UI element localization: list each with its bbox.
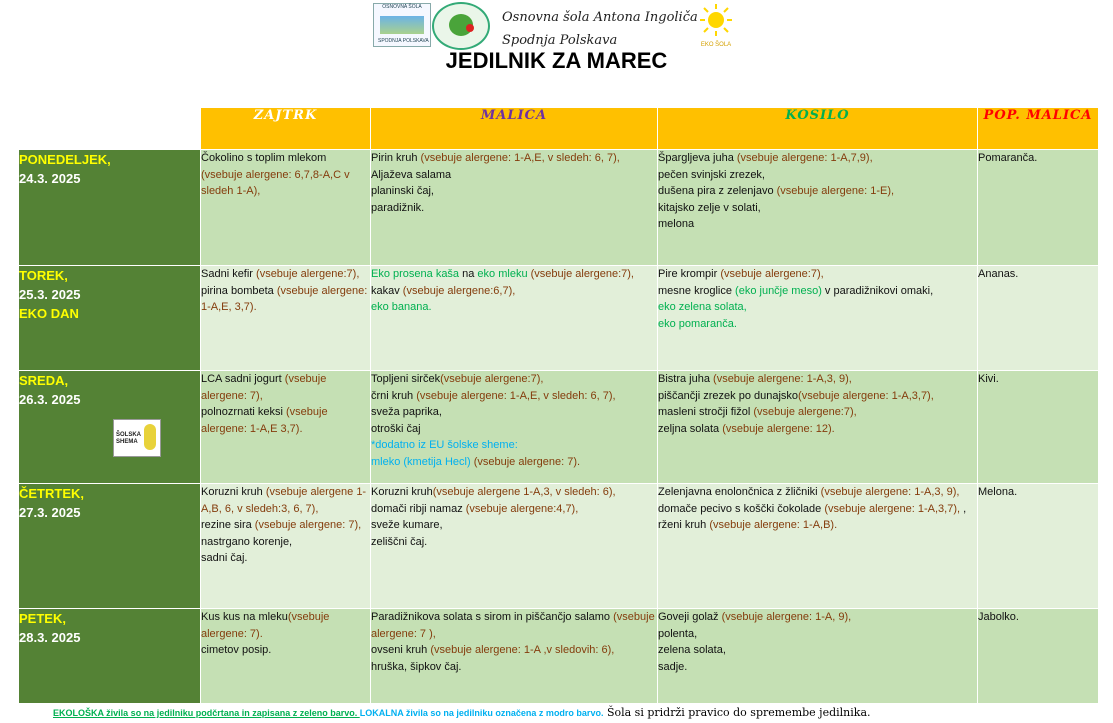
day-label-ponedeljek xyxy=(19,150,201,266)
allergen-note: (vsebuje alergene: 6,7,8-A,C v sledeh 1-A), xyxy=(201,168,350,197)
food-text: Goveji golaž xyxy=(658,611,722,623)
meal-line xyxy=(371,517,657,534)
day-name: ČETRTEK, xyxy=(19,486,84,501)
allergen-note: (vsebuje alergene: 12). xyxy=(722,422,835,435)
food-text: rženi kruh xyxy=(658,519,710,531)
meal-cell-pop xyxy=(978,371,1099,484)
food-text: Kivi. xyxy=(978,373,999,385)
day-date: 25.3. 2025 xyxy=(19,287,81,302)
header xyxy=(0,0,1113,80)
food-text: Bistra juha xyxy=(658,373,714,385)
meal-line xyxy=(371,659,657,676)
meal-line xyxy=(371,299,657,316)
footer-notes xyxy=(53,706,871,719)
meal-cell-malica xyxy=(371,371,658,484)
meal-cell-zajtrk xyxy=(201,371,371,484)
day-label-sreda xyxy=(19,371,201,484)
allergen-note: (vsebuje alergene:4,7), xyxy=(465,502,579,515)
food-text: zeliščni čaj. xyxy=(371,535,428,548)
food-text: Čokolino s toplim mlekom xyxy=(201,152,327,164)
day-row xyxy=(19,484,1099,609)
allergen-note: (vsebuje alergene: 1-A,3, 9), xyxy=(820,486,960,498)
meal-line xyxy=(978,484,1098,501)
day-label-etrtek xyxy=(19,484,201,609)
food-text: LCA sadni jogurt xyxy=(201,373,285,385)
allergen-note: (vsebuje alergene: 1-A, 9), xyxy=(721,611,852,623)
allergen-note: (vsebuje alergene: 1-A,3, 9), xyxy=(713,373,852,385)
food-text: ovseni kruh xyxy=(371,644,431,656)
meal-line xyxy=(371,371,657,388)
meal-cell-zajtrk xyxy=(201,150,371,266)
header-row xyxy=(19,108,1099,150)
food-text: cimetov posip. xyxy=(201,644,272,656)
meal-line xyxy=(201,484,370,517)
meal-line xyxy=(658,626,977,643)
meal-line xyxy=(658,404,977,421)
sun-logo-text: EKO ŠOLA xyxy=(700,42,732,48)
meal-line xyxy=(371,437,657,454)
allergen-note: (vsebuje alergene: 1-A,E, v sledeh: 6, 7), xyxy=(420,152,620,164)
meal-line xyxy=(201,642,370,659)
meal-line xyxy=(201,150,370,167)
school-note: Šola si pridrži pravico do spremembe jedilnika. xyxy=(603,706,871,719)
day-name: TOREK, xyxy=(19,268,68,283)
meal-line xyxy=(658,642,977,659)
eko-food-text: eko zelena solata, xyxy=(658,301,747,313)
food-text: domače pecivo s koščki čokolade xyxy=(658,502,825,515)
day-label-petek xyxy=(19,609,201,704)
allergen-note: (vsebuje alergene: 7). xyxy=(470,455,581,468)
meal-cell-malica xyxy=(371,609,658,704)
food-text: nastrgano korenje, xyxy=(201,535,293,548)
allergen-note: (vsebuje alergene:7), xyxy=(256,268,360,280)
allergen-note: (vsebuje alergene 1-A,B, 6, v sledeh:3, 6, 7), xyxy=(201,486,367,515)
meal-cell-pop xyxy=(978,484,1099,609)
food-text: Melona. xyxy=(978,486,1018,498)
lok-food-text: *dodatno iz EU šolske sheme: xyxy=(371,439,518,451)
food-text: Pomaranča. xyxy=(978,152,1038,164)
meal-line xyxy=(371,609,657,642)
school-scheme-text: ŠOLSKA SHEMA xyxy=(116,432,141,445)
day-name: PONEDELJEK, xyxy=(19,152,111,167)
meal-cell-kosilo xyxy=(658,266,978,371)
food-text: pečen svinjski zrezek, xyxy=(658,168,765,181)
meal-line xyxy=(371,167,657,184)
day-label-torek xyxy=(19,266,201,371)
day-row xyxy=(19,150,1099,266)
food-text: sveža paprika, xyxy=(371,406,442,418)
eko-food-text: Eko prosena kaša xyxy=(371,268,460,280)
eko-food-text: (eko junčje meso) xyxy=(735,284,822,297)
food-text: pirina bombeta xyxy=(201,284,277,297)
meal-line xyxy=(201,517,370,550)
meal-line xyxy=(658,659,977,676)
food-text: paradižnik. xyxy=(371,201,425,214)
meal-line xyxy=(371,150,657,167)
col-header-zajtrk: ZAJTRK xyxy=(201,108,371,150)
day-date: 24.3. 2025 xyxy=(19,171,81,186)
allergen-note: (vsebuje alergene: 7 ), xyxy=(371,611,655,640)
food-text: sadje. xyxy=(658,660,688,673)
allergen-note: (vsebuje alergene: 1-A,3,7), xyxy=(824,502,961,515)
food-text: Špargljeva juha xyxy=(658,152,737,164)
col-header-kosilo: KOSILO xyxy=(658,108,978,150)
food-text: polnozrnati keksi xyxy=(201,406,286,418)
meal-line xyxy=(658,150,977,167)
meal-line xyxy=(658,371,977,388)
meal-line xyxy=(658,501,977,518)
food-text: mesne kroglice xyxy=(658,284,736,297)
meal-line xyxy=(371,454,657,471)
meal-line xyxy=(371,421,657,438)
food-text: Zelenjavna enolončnica z žličniki xyxy=(658,486,821,498)
meal-cell-kosilo xyxy=(658,371,978,484)
food-text: otroški čaj xyxy=(371,422,421,435)
allergen-note: (vsebuje alergene: 7), xyxy=(254,519,362,531)
allergen-note: (vsebuje alergene: 1-A,E, 3,7). xyxy=(201,284,368,313)
logo-text-bottom: SPODNJA POLSKAVA xyxy=(378,38,429,44)
meal-line xyxy=(978,371,1098,388)
day-row xyxy=(19,371,1099,484)
day-date: 28.3. 2025 xyxy=(19,630,81,645)
food-text: Topljeni sirček xyxy=(371,373,441,385)
meal-cell-malica xyxy=(371,266,658,371)
meal-line xyxy=(658,216,977,233)
meal-cell-malica xyxy=(371,150,658,266)
allergen-note: (vsebuje alergene:7), xyxy=(440,373,544,385)
meal-line xyxy=(201,371,370,404)
food-text: polenta, xyxy=(658,627,698,640)
day-date: 27.3. 2025 xyxy=(19,505,81,520)
meal-line xyxy=(658,316,977,333)
meal-line xyxy=(201,167,370,200)
meal-line xyxy=(201,404,370,437)
allergen-note: (vsebuje alergene: 1-A,7,9), xyxy=(736,152,873,164)
meal-line xyxy=(658,183,977,200)
meal-line xyxy=(978,609,1098,626)
food-text: Jabolko. xyxy=(978,611,1019,623)
meal-line xyxy=(658,609,977,626)
logo-text-top: OSNOVNA ŠOLA xyxy=(382,4,422,10)
meal-line xyxy=(978,266,1098,283)
meal-cell-pop xyxy=(978,609,1099,704)
meal-line xyxy=(201,609,370,642)
meal-line xyxy=(371,501,657,518)
school-name xyxy=(502,6,698,52)
food-text: črni kruh xyxy=(371,389,417,402)
meal-line xyxy=(371,266,657,283)
meal-line xyxy=(201,283,370,316)
food-text: kakav xyxy=(371,284,403,297)
food-text: planinski čaj, xyxy=(371,185,434,197)
food-text: Pirin kruh xyxy=(371,152,421,164)
allergen-note: (vsebuje alergene: 1-A ,v sledovih: 6), xyxy=(430,644,615,656)
food-text: Kus kus na mleku xyxy=(201,611,288,623)
allergen-note: (vsebuje alergene 1-A,3, v sledeh: 6), xyxy=(432,486,616,498)
food-text: v paradižnikovi omaki, xyxy=(821,284,934,297)
eco-school-sun-logo xyxy=(695,2,737,48)
school-scheme-badge xyxy=(113,419,161,457)
allergen-note: (vsebuje alergene: 1-E), xyxy=(776,185,895,197)
eko-food-text: eko mleku xyxy=(477,268,528,280)
allergen-note: (vsebuje alergene: 7), xyxy=(201,373,327,402)
food-text: melona xyxy=(658,218,695,230)
meal-line xyxy=(371,534,657,551)
meal-cell-zajtrk xyxy=(201,609,371,704)
lokal-note: LOKALNA živila so na jedilniku označena z modro barvo. xyxy=(359,708,604,718)
day-name: SREDA, xyxy=(19,373,69,388)
meal-cell-pop xyxy=(978,150,1099,266)
day-row xyxy=(19,609,1099,704)
meal-cell-pop xyxy=(978,266,1099,371)
food-text: masleni stročji fižol xyxy=(658,406,754,418)
food-text: kitajsko zelje v solati, xyxy=(658,201,761,214)
meal-line xyxy=(658,299,977,316)
meal-cell-zajtrk xyxy=(201,484,371,609)
food-text: rezine sira xyxy=(201,519,255,531)
school-line-1: Osnovna šola Antona Ingoliča xyxy=(502,10,698,25)
allergen-note: (vsebuje alergene: 1-A,3,7), xyxy=(798,389,934,402)
food-text: piščančji zrezek po dunajsko xyxy=(658,389,799,402)
food-text: na xyxy=(459,268,478,280)
meal-line xyxy=(658,167,977,184)
food-text: Ananas. xyxy=(978,268,1019,280)
food-text: Koruzni kruh xyxy=(201,486,266,498)
food-text: zeljna solata xyxy=(658,422,723,435)
meal-line xyxy=(371,388,657,405)
food-text: dušena pira z zelenjavo xyxy=(658,185,777,197)
food-text: domači ribji namaz xyxy=(371,502,466,515)
food-text: sveže kumare, xyxy=(371,519,443,531)
meal-cell-kosilo xyxy=(658,609,978,704)
meal-line xyxy=(978,150,1098,167)
meal-line xyxy=(371,484,657,501)
meal-cell-kosilo xyxy=(658,150,978,266)
day-name: PETEK, xyxy=(19,611,66,626)
allergen-note: (vsebuje alergene:6,7), xyxy=(402,284,516,297)
school-line-2: Spodnja Polskava xyxy=(502,33,618,48)
meal-line xyxy=(658,388,977,405)
meal-line xyxy=(371,642,657,659)
col-header-pop-malica: POP. MALICA xyxy=(978,108,1099,150)
meal-cell-zajtrk xyxy=(201,266,371,371)
meal-line xyxy=(371,183,657,200)
meal-cell-malica xyxy=(371,484,658,609)
eko-food-text: eko banana. xyxy=(371,301,432,313)
food-text: , xyxy=(960,502,967,515)
day-note: EKO DAN xyxy=(19,306,79,321)
meal-line xyxy=(658,484,977,501)
food-text: Pire krompir xyxy=(658,268,721,280)
meal-line xyxy=(371,200,657,217)
meal-line xyxy=(658,266,977,283)
day-date: 26.3. 2025 xyxy=(19,392,81,407)
meal-line xyxy=(201,266,370,283)
meal-cell-kosilo xyxy=(658,484,978,609)
col-header-malica: MALICA xyxy=(371,108,658,150)
food-text: Paradižnikova solata s sirom in piščančjo salamo xyxy=(371,611,614,623)
eko-food-text: eko pomaranča. xyxy=(658,317,737,330)
allergen-note: (vsebuje alergene:7), xyxy=(720,268,824,280)
food-text: Sadni kefir xyxy=(201,268,257,280)
allergen-note: (vsebuje alergene:7), xyxy=(753,406,857,418)
allergen-note: (vsebuje alergene: 7). xyxy=(201,611,330,640)
meal-line xyxy=(658,421,977,438)
school-logo xyxy=(373,3,431,47)
meal-line xyxy=(371,404,657,421)
food-text: hruška, šipkov čaj. xyxy=(371,660,462,673)
page-title: JEDILNIK ZA MAREC xyxy=(445,48,668,73)
allergen-note: (vsebuje alergene: 1-A,E 3,7). xyxy=(201,406,328,435)
allergen-note: (vsebuje alergene: 1-A,B). xyxy=(709,519,838,531)
meal-line xyxy=(658,283,977,300)
menu-table xyxy=(18,107,1099,704)
food-text: Koruzni kruh xyxy=(371,486,433,498)
meal-line xyxy=(371,283,657,300)
day-row xyxy=(19,266,1099,371)
eko-note: EKOLOŠKA živila so na jedilniku podčrtana in zapisana z zeleno barvo. xyxy=(53,708,360,718)
allergen-note: (vsebuje alergene: 1-A,E, v sledeh: 6, 7), xyxy=(416,389,616,402)
food-text: Aljaževa salama xyxy=(371,168,452,181)
meal-line xyxy=(201,550,370,567)
lok-food-text: mleko (kmetija Hecl) xyxy=(371,455,471,468)
food-text: zelena solata, xyxy=(658,644,726,656)
meal-line xyxy=(658,517,977,534)
allergen-note: (vsebuje alergene:7), xyxy=(527,268,634,280)
ladybug-leaf-logo xyxy=(432,2,490,50)
food-text: sadni čaj. xyxy=(201,552,248,564)
meal-line xyxy=(658,200,977,217)
